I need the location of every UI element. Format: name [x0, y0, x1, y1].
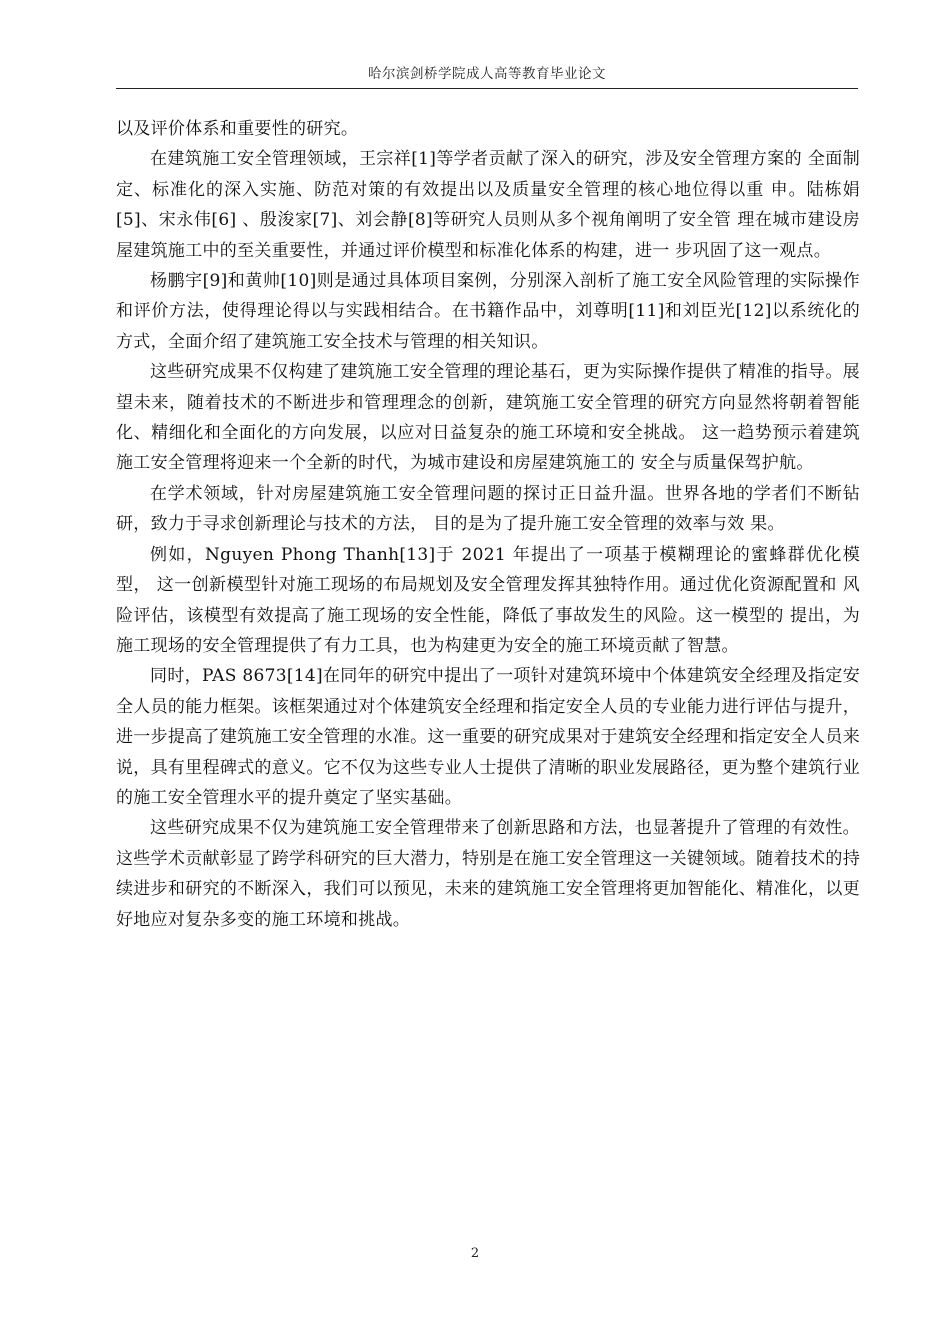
- paragraph-case-studies: 杨鹏宇[9]和黄帅[10]则是通过具体项目案例，分别深入剖析了施工安全风险管理的实际操作和评价方法，使得理论得以与实践相结合。在书籍作品中，刘尊明[11]和刘臣光[12]以系统化的方式，全面介绍了建筑施工安全技术与管理的相关知识。: [116, 271, 860, 352]
- paragraph-domestic-research: 在建筑施工安全管理领域，王宗祥[1]等学者贡献了深入的研究，涉及安全管理方案的 全面制定、标准化的深入实施、防范对策的有效提出以及质量安全管理的核心地位得以重 申。陆栋娟[5]、宋永伟[6] 、殷浚家[7]、刘会静[8]等研究人员则从多个视角阐明了安全管 理在城市建设房屋建筑施工中的至关重要性，并通过评价模型和标准化体系的构建，进一 步巩固了这一观点。: [116, 149, 860, 261]
- paragraph-academic-field: 在学术领域，针对房屋建筑施工安全管理问题的探讨正日益升温。世界各地的学者们不断钻研，致力于寻求创新理论与技术的方法， 目的是为了提升施工安全管理的效率与效 果。: [116, 483, 860, 535]
- paragraph-continuation: 以及评价体系和重要性的研究。: [116, 119, 359, 139]
- body-text: [116, 114, 860, 935]
- header-divider: [116, 88, 858, 89]
- paragraph-bee-colony-model: 例如，Nguyen Phong Thanh[13]于 2021 年提出了一项基于模糊理论的蜜蜂群优化模型， 这一创新模型针对施工现场的布局规划及安全管理发挥其独特作用。通过优化资源配置和 风险评估，该模型有效提高了施工现场的安全性能，降低了事故发生的风险。这一模型的 提出，为施工现场的安全管理提供了有力工具，也为构建更为安全的施工环境贡献了智慧。: [116, 544, 860, 656]
- running-header: 哈尔滨剑桥学院成人高等教育毕业论文: [368, 66, 606, 82]
- paragraph-pas-8673: 同时，PAS 8673[14]在同年的研究中提出了一项针对建筑环境中个体建筑安全经理及指定安全人员的能力框架。该框架通过对个体建筑安全经理和指定安全人员的专业能力进行评估与提升，进一步提高了建筑施工安全管理的水准。这一重要的研究成果对于建筑安全经理和指定安全人员来说，具有里程碑式的意义。它不仅为这些专业人士提供了清晰的职业发展路径，更为整个建筑行业的施工安全管理水平的提升奠定了坚实基础。: [116, 666, 860, 808]
- page-number: 2: [470, 1246, 480, 1261]
- paragraph-summary: 这些研究成果不仅为建筑施工安全管理带来了创新思路和方法，也显著提升了管理的有效性。这些学术贡献彰显了跨学科研究的巨大潜力，特别是在施工安全管理这一关键领域。随着技术的持续进步和研究的不断深入，我们可以预见，未来的建筑施工安全管理将更加智能化、精准化，以更好地应对复杂多变的施工环境和挑战。: [116, 818, 860, 930]
- paragraph-future-outlook: 这些研究成果不仅构建了建筑施工安全管理的理论基石，更为实际操作提供了精准的指导。展望未来，随着技术的不断进步和管理理念的创新，建筑施工安全管理的研究方向显然将朝着智能化、精细化和全面化的方向发展，以应对日益复杂的施工环境和安全挑战。 这一趋势预示着建筑施工安全管理将迎来一个全新的时代，为城市建设和房屋建筑施工的 安全与质量保驾护航。: [116, 362, 860, 474]
